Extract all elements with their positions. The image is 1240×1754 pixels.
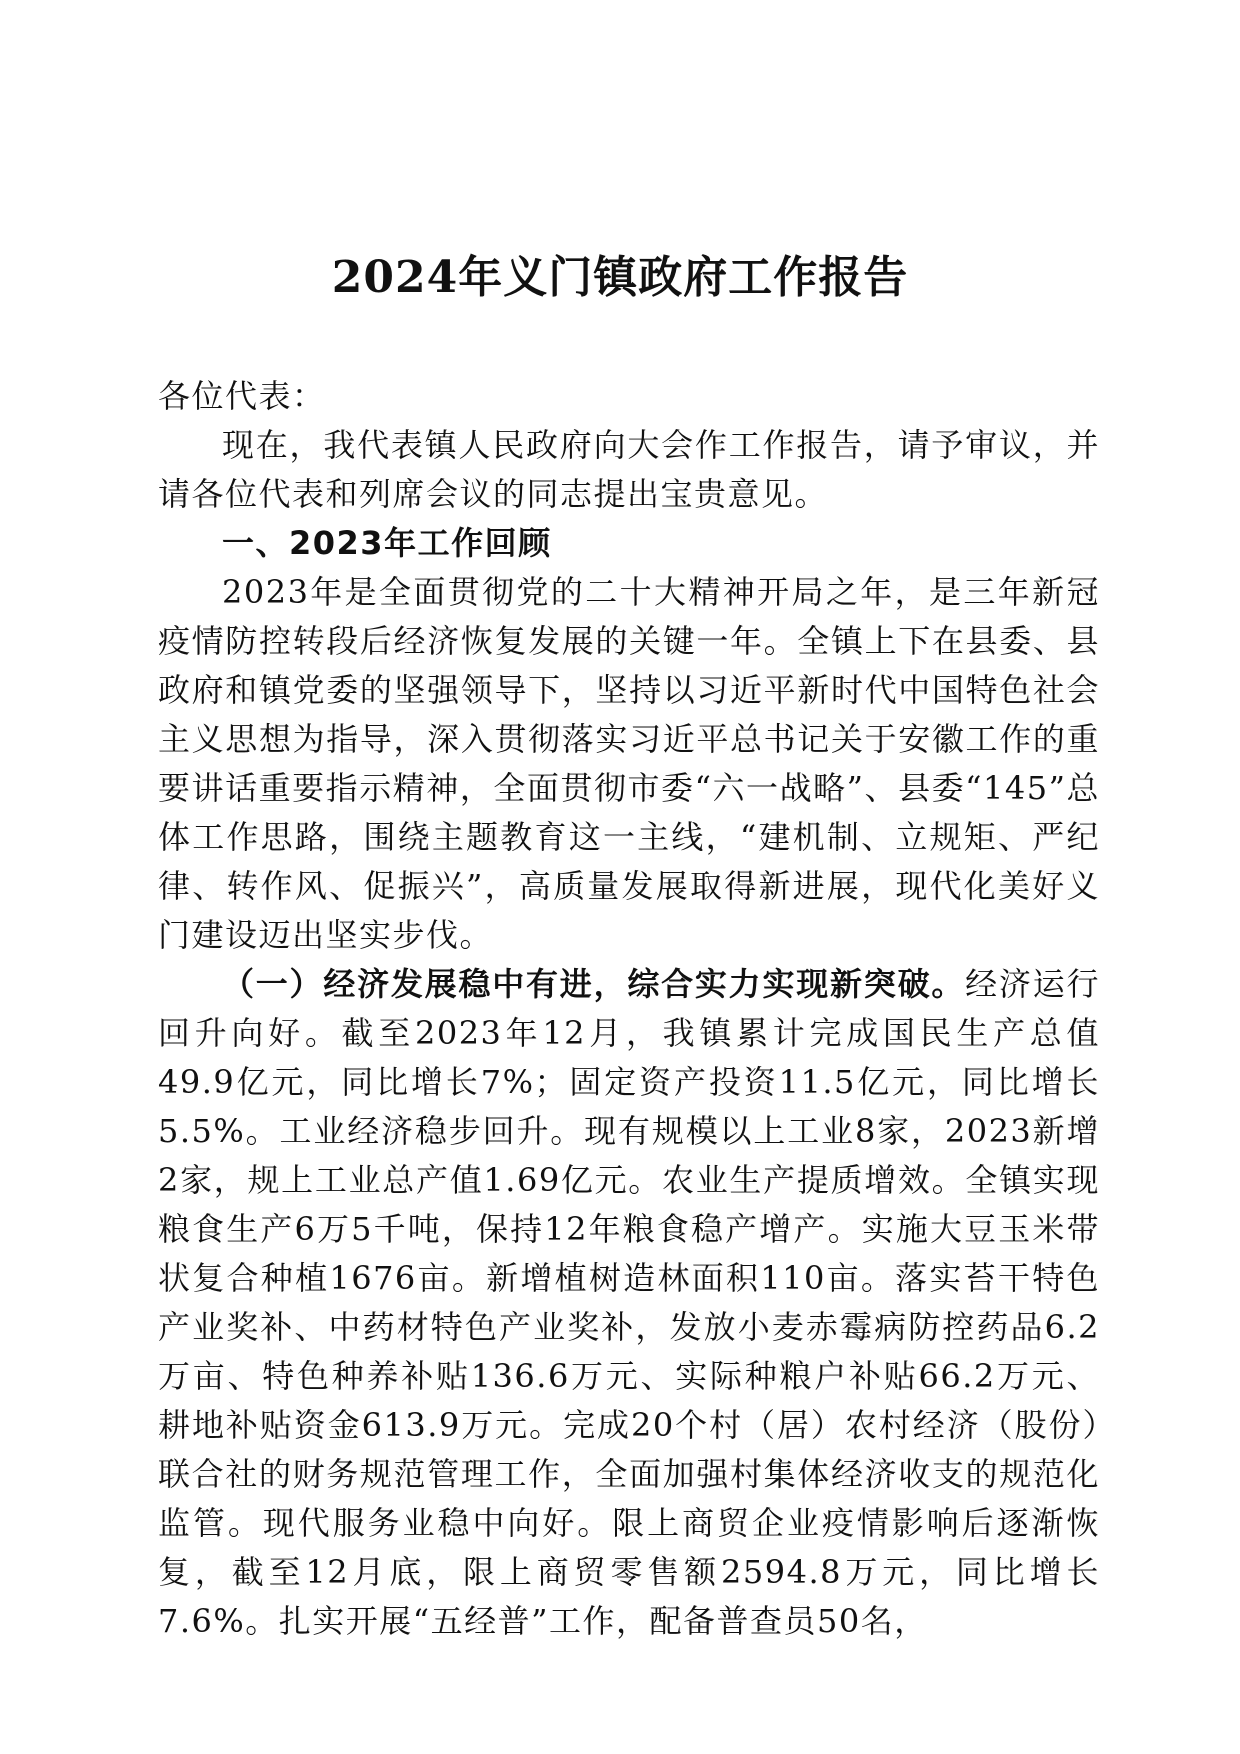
economy-paragraph <box>158 960 1100 1646</box>
economy-text: 经济运行回升向好。截至2023年12月，我镇累计完成国民生产总值49.9亿元，同比增长7%；固定资产投资11.5亿元，同比增长5.5%。工业经济稳步回升。现有规模以上工业8家，2023新增2家，规上工业总产值1.69亿元。农业生产提质增效。全镇实现粮食生产6万5千吨，保持12年粮食稳产增产。实施大豆玉米带状复合种植1676亩。新增植树造林面积110亩。落实苔干特色产业奖补、中药材特色产业奖补，发放小麦赤霉病防控药品6.2万亩、特色种养补贴136.6万元、实际种粮户补贴66.2万元、耕地补贴资金613.9万元。完成20个村（居）农村经济（股份）联合社的财务规范管理工作，全面加强村集体经济收支的规范化监管。现代服务业稳中向好。限上商贸企业疫情影响后逐渐恢复，截至12月底，限上商贸零售额2594.8万元，同比增长7.6%。扎实开展“五经普”工作，配备普查员50名， <box>158 965 1100 1640</box>
subsection-heading: （一）经济发展稳中有进，综合实力实现新突破。 <box>222 965 966 1003</box>
document-title: 2024年义门镇政府工作报告 <box>331 252 909 303</box>
document-body <box>158 372 1100 1646</box>
intro-paragraph: 现在，我代表镇人民政府向大会作工作报告，请予审议，并请各位代表和列席会议的同志提出宝贵意见。 <box>158 426 1100 513</box>
section-heading: 一、2023年工作回顾 <box>222 524 552 562</box>
overview-paragraph: 2023年是全面贯彻党的二十大精神开局之年，是三年新冠疫情防控转段后经济恢复发展的关键一年。全镇上下在县委、县政府和镇党委的坚强领导下，坚持以习近平新时代中国特色社会主义思想为指导，深入贯彻落实习近平总书记关于安徽工作的重要讲话重要指示精神，全面贯彻市委“六一战略”、县委“145”总体工作思路，围绕主题教育这一主线，“建机制、立规矩、严纪律、转作风、促振兴”，高质量发展取得新进展，现代化美好义门建设迈出坚实步伐。 <box>158 573 1100 954</box>
salutation: 各位代表： <box>158 377 326 415</box>
